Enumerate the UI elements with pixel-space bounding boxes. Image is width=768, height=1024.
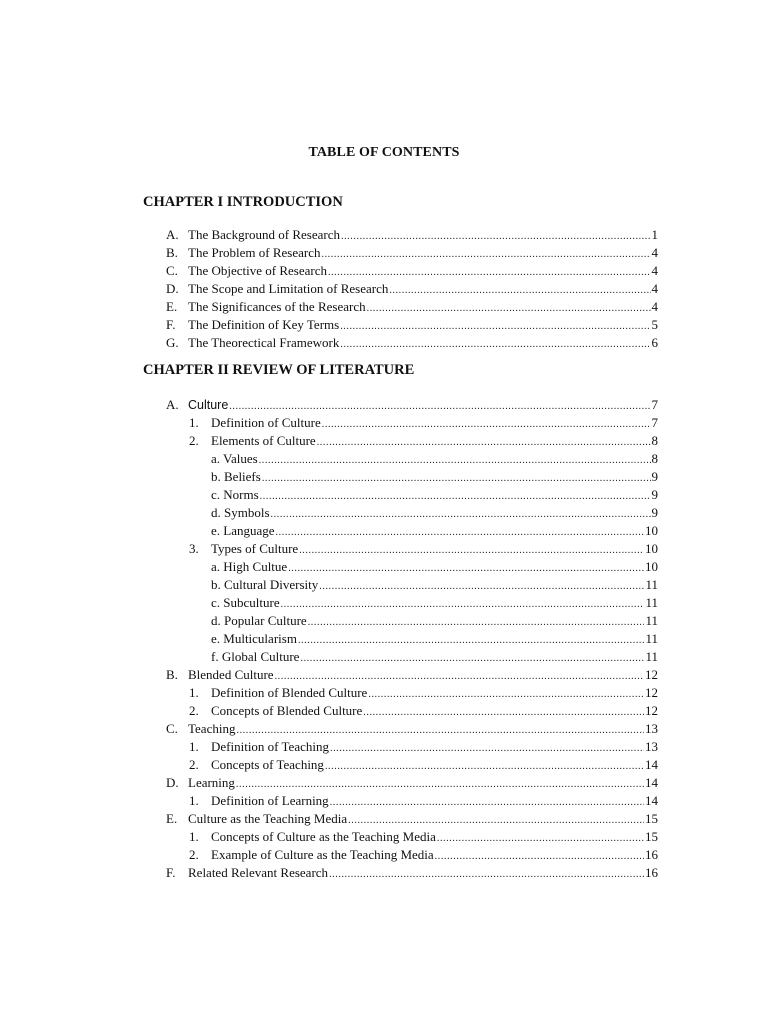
toc-entry [0, 522, 768, 540]
toc-entry-page: 16 [645, 847, 658, 862]
toc-entry-page: 13 [645, 721, 658, 736]
toc-entry-page: 8 [651, 451, 658, 466]
toc-entry-label: c. Norms [211, 487, 259, 502]
toc-entry-line [211, 486, 658, 506]
toc-entry [0, 432, 768, 450]
toc-entry-line [188, 334, 658, 354]
toc-entry [0, 612, 768, 630]
toc-list [0, 396, 768, 882]
toc-entry-line [211, 576, 658, 596]
toc-entry-label: Teaching [188, 721, 236, 736]
toc-entry-marker: 2. [189, 757, 199, 772]
toc-entry-page: 11 [645, 631, 658, 646]
toc-entry-page: 15 [645, 829, 658, 844]
toc-entry-line [211, 540, 658, 560]
toc-entry-label: a. High Cultue [211, 559, 288, 574]
toc-entry-page: 1 [651, 227, 658, 242]
toc-entry [0, 720, 768, 738]
toc-entry [0, 864, 768, 882]
toc-entry-label: The Theorectical Framework [188, 335, 340, 350]
toc-entry-marker: 2. [189, 847, 199, 862]
toc-entry-page: 9 [651, 487, 658, 502]
toc-entry-marker: 3. [189, 541, 199, 556]
toc-entry [0, 468, 768, 486]
toc-entry-label: Types of Culture [211, 541, 299, 556]
toc-entry [0, 684, 768, 702]
toc-entry-page: 5 [651, 317, 658, 332]
toc-entry-line [188, 316, 658, 336]
toc-entry [0, 450, 768, 468]
toc-entry-marker: C. [166, 263, 178, 278]
toc-entry-label: f. Global Culture [211, 649, 300, 664]
toc-entry-marker: B. [166, 245, 178, 260]
toc-entry-label: The Scope and Limitation of Research [188, 281, 389, 296]
toc-entry-label: Culture as the Teaching Media [188, 811, 348, 826]
toc-entry-line [211, 648, 658, 668]
toc-entry-page: 15 [645, 811, 658, 826]
toc-entry-label: d. Symbols [211, 505, 270, 520]
toc-entry-page: 9 [651, 469, 658, 484]
toc-entry-label: e. Multicularism [211, 631, 297, 646]
toc-entry [0, 244, 768, 262]
toc-entry-line [188, 298, 658, 318]
toc-entry-marker: 2. [189, 703, 199, 718]
page-title: TABLE OF CONTENTS [308, 145, 460, 160]
toc-entry [0, 630, 768, 648]
toc-entry-line [211, 756, 658, 776]
toc-entry-line [211, 594, 658, 614]
toc-entry-label: The Definition of Key Terms [188, 317, 340, 332]
toc-entry-line [211, 684, 658, 704]
toc-entry-line [211, 828, 658, 848]
toc-entry-marker: B. [166, 667, 178, 682]
toc-entry-page: 10 [645, 523, 658, 538]
toc-entry-page: 8 [651, 433, 658, 448]
toc-entry-label: The Background of Research [188, 227, 340, 242]
toc-entry-line [211, 504, 658, 524]
toc-entry-page: 4 [651, 299, 658, 314]
toc-entry-marker: E. [166, 299, 178, 314]
toc-entry-line [188, 864, 658, 884]
toc-entry [0, 316, 768, 334]
toc-entry [0, 226, 768, 244]
toc-entry [0, 396, 768, 414]
toc-entry [0, 486, 768, 504]
toc-entry-marker: 1. [189, 739, 199, 754]
toc-entry-line [188, 720, 658, 740]
toc-entry-line [211, 630, 658, 650]
toc-entry-marker: D. [166, 281, 179, 296]
toc-entry-line [188, 666, 658, 686]
toc-entry-line [211, 792, 658, 812]
toc-entry-page: 12 [645, 703, 658, 718]
toc-entry-line [211, 612, 658, 632]
toc-entry-label: Related Relevant Research [188, 865, 329, 880]
toc-entry-marker: G. [166, 335, 179, 350]
toc-entry-page: 11 [645, 595, 658, 610]
toc-entry-page: 14 [645, 793, 658, 808]
toc-entry-line [211, 702, 658, 722]
toc-entry-label: Concepts of Teaching [211, 757, 324, 772]
toc-entry [0, 648, 768, 666]
toc-entry-line [188, 262, 658, 282]
toc-entry-marker: C. [166, 721, 178, 736]
toc-entry [0, 666, 768, 684]
toc-entry-line [188, 280, 658, 300]
toc-entry-line [188, 396, 658, 416]
toc-entry-label: Example of Culture as the Teaching Media [211, 847, 434, 862]
toc-entry-label: Definition of Learning [211, 793, 329, 808]
toc-entry-label: Definition of Blended Culture [211, 685, 368, 700]
toc-entry [0, 576, 768, 594]
toc-entry-page: 9 [651, 505, 658, 520]
toc-entry-label: a. Values [211, 451, 258, 466]
toc-entry-page: 16 [645, 865, 658, 880]
toc-list [0, 226, 768, 352]
toc-entry-line [188, 810, 658, 830]
toc-entry-page: 4 [651, 281, 658, 296]
chapter-heading: CHAPTER II REVIEW OF LITERATURE [143, 362, 415, 378]
toc-entry [0, 702, 768, 720]
toc-entry-marker: F. [166, 865, 176, 880]
toc-entry [0, 558, 768, 576]
toc-entry-page: 14 [645, 775, 658, 790]
toc-entry-line [211, 846, 658, 866]
toc-entry-page: 4 [651, 245, 658, 260]
dot-leader [340, 336, 650, 354]
toc-entry-marker: A. [166, 397, 179, 412]
toc-entry-label: The Significances of the Research [188, 299, 366, 314]
toc-entry [0, 262, 768, 280]
toc-entry [0, 334, 768, 352]
toc-entry [0, 792, 768, 810]
toc-entry-label: Definition of Culture [211, 415, 321, 430]
toc-entry-line [211, 432, 658, 452]
dot-leader [329, 866, 644, 884]
toc-entry [0, 504, 768, 522]
toc-entry-marker: 1. [189, 415, 199, 430]
toc-entry-label: b. Cultural Diversity [211, 577, 319, 592]
toc-entry-label: c. Subculture [211, 595, 280, 610]
toc-entry-label: e. Language [211, 523, 275, 538]
toc-entry-page: 6 [651, 335, 658, 350]
toc-entry-page: 7 [651, 397, 658, 412]
toc-entry-marker: 1. [189, 829, 199, 844]
toc-entry-line [211, 450, 658, 470]
toc-entry-line [188, 774, 658, 794]
toc-entry [0, 756, 768, 774]
toc-entry-page: 12 [645, 685, 658, 700]
toc-entry [0, 810, 768, 828]
toc-entry-label: The Objective of Research [188, 263, 327, 278]
toc-entry-marker: E. [166, 811, 178, 826]
toc-entry [0, 828, 768, 846]
toc-entry-line [211, 522, 658, 542]
toc-entry-line [211, 738, 658, 758]
toc-entry-label: Culture [188, 398, 229, 412]
toc-entry [0, 298, 768, 316]
toc-entry-label: Blended Culture [188, 667, 274, 682]
toc-entry [0, 540, 768, 558]
toc-entry-page: 7 [651, 415, 658, 430]
toc-entry-page: 14 [645, 757, 658, 772]
toc-entry-line [188, 226, 658, 246]
toc-entry [0, 738, 768, 756]
toc-entry-label: b. Beliefs [211, 469, 261, 484]
toc-entry-marker: 2. [189, 433, 199, 448]
toc-entry-page: 11 [645, 649, 658, 664]
toc-entry-line [211, 558, 658, 578]
toc-entry-line [211, 414, 658, 434]
toc-entry [0, 846, 768, 864]
toc-entry-label: d. Popular Culture [211, 613, 307, 628]
toc-entry-marker: A. [166, 227, 179, 242]
toc-entry-line [211, 468, 658, 488]
toc-entry-page: 10 [645, 541, 658, 556]
toc-entry-label: Concepts of Blended Culture [211, 703, 363, 718]
toc-entry-page: 12 [645, 667, 658, 682]
toc-entry [0, 280, 768, 298]
toc-entry-marker: D. [166, 775, 179, 790]
toc-entry-label: Elements of Culture [211, 433, 316, 448]
toc-entry-label: The Problem of Research [188, 245, 321, 260]
toc-entry-marker: F. [166, 317, 176, 332]
toc-entry-page: 13 [645, 739, 658, 754]
toc-entry [0, 414, 768, 432]
toc-entry-page: 11 [645, 577, 658, 592]
toc-entry-page: 11 [645, 613, 658, 628]
toc-entry-line [188, 244, 658, 264]
toc-entry-page: 4 [651, 263, 658, 278]
toc-entry [0, 594, 768, 612]
toc-entry-page: 10 [645, 559, 658, 574]
chapter-heading: CHAPTER I INTRODUCTION [143, 194, 343, 210]
toc-entry-marker: 1. [189, 793, 199, 808]
toc-entry-label: Concepts of Culture as the Teaching Media [211, 829, 436, 844]
toc-entry-label: Definition of Teaching [211, 739, 329, 754]
toc-entry-label: Learning [188, 775, 235, 790]
toc-entry [0, 774, 768, 792]
toc-entry-marker: 1. [189, 685, 199, 700]
